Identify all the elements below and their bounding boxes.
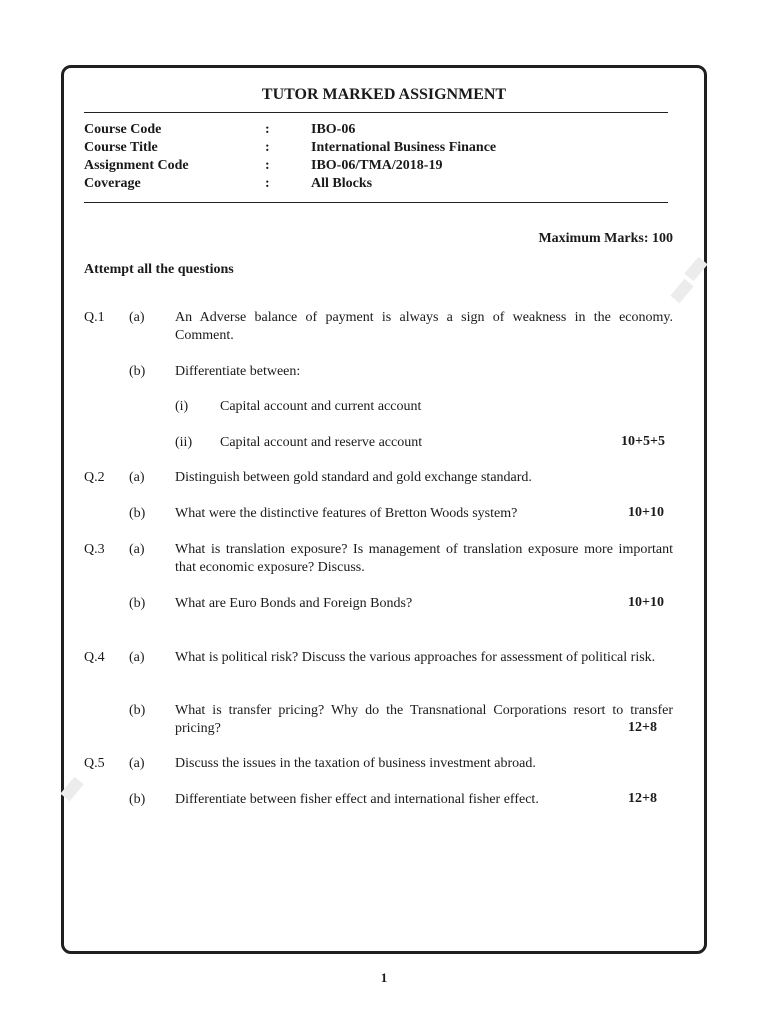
question-number: Q.4 — [84, 650, 105, 665]
question-marks: 10+5+5 — [621, 434, 665, 449]
part-label: (a) — [129, 470, 145, 485]
question-marks: 12+8 — [628, 791, 657, 806]
question-text: Differentiate between fisher effect and international fisher effect. — [175, 792, 539, 807]
meta-label: Coverage — [84, 176, 141, 191]
part-label: (a) — [129, 542, 145, 557]
question-text: What are Euro Bonds and Foreign Bonds? — [175, 596, 413, 611]
meta-sep: : — [265, 122, 270, 137]
question-number: Q.1 — [84, 310, 105, 325]
question-text: Distinguish between gold standard and gold exchange standard. — [175, 470, 532, 485]
part-label: (b) — [129, 364, 146, 379]
question-text: Differentiate between: — [175, 364, 301, 379]
subpart-text: Capital account and current account — [220, 399, 422, 414]
question-marks: 10+10 — [628, 505, 664, 520]
meta-value: IBO-06 — [311, 122, 356, 137]
part-label: (b) — [129, 596, 146, 611]
question-text: What is transfer pricing? Why do the Transnational Corporations resort to transfer pricing? — [175, 703, 673, 736]
question-text: Discuss the issues in the taxation of business investment abroad. — [175, 756, 536, 771]
page-title: TUTOR MARKED ASSIGNMENT — [261, 86, 507, 103]
part-label: (a) — [129, 310, 145, 325]
part-label: (b) — [129, 792, 146, 807]
meta-label: Course Title — [84, 140, 158, 155]
question-marks: 12+8 — [628, 720, 657, 735]
meta-sep: : — [265, 140, 270, 155]
question-text: An Adverse balance of payment is always a sign of weakness in the economy. Comment. — [175, 310, 673, 343]
maximum-marks: Maximum Marks: 100 — [538, 231, 673, 246]
part-label: (b) — [129, 506, 146, 521]
question-text: What were the distinctive features of Bretton Woods system? — [175, 506, 518, 521]
question-marks: 10+10 — [628, 595, 664, 610]
part-label: (a) — [129, 756, 145, 771]
part-label: (b) — [129, 703, 146, 718]
subpart-label: (ii) — [175, 435, 193, 450]
meta-sep: : — [265, 176, 270, 191]
question-number: Q.5 — [84, 756, 105, 771]
subpart-text: Capital account and reserve account — [220, 435, 423, 450]
subpart-label: (i) — [175, 399, 189, 414]
meta-rule — [84, 202, 668, 203]
meta-value: International Business Finance — [311, 140, 497, 155]
meta-value: All Blocks — [311, 176, 373, 191]
question-number: Q.3 — [84, 542, 105, 557]
part-label: (a) — [129, 650, 145, 665]
instruction: Attempt all the questions — [84, 262, 234, 277]
meta-value: IBO-06/TMA/2018-19 — [311, 158, 443, 173]
meta-sep: : — [265, 158, 270, 173]
question-text: What is translation exposure? Is management of translation exposure more important that economic exposure? Discuss. — [175, 542, 673, 575]
question-text: What is political risk? Discuss the various approaches for assessment of political risk. — [175, 650, 656, 665]
meta-label: Course Code — [84, 122, 162, 137]
meta-label: Assignment Code — [84, 158, 189, 173]
question-number: Q.2 — [84, 470, 105, 485]
page-number: 1 — [380, 970, 388, 985]
title-rule — [84, 112, 668, 113]
